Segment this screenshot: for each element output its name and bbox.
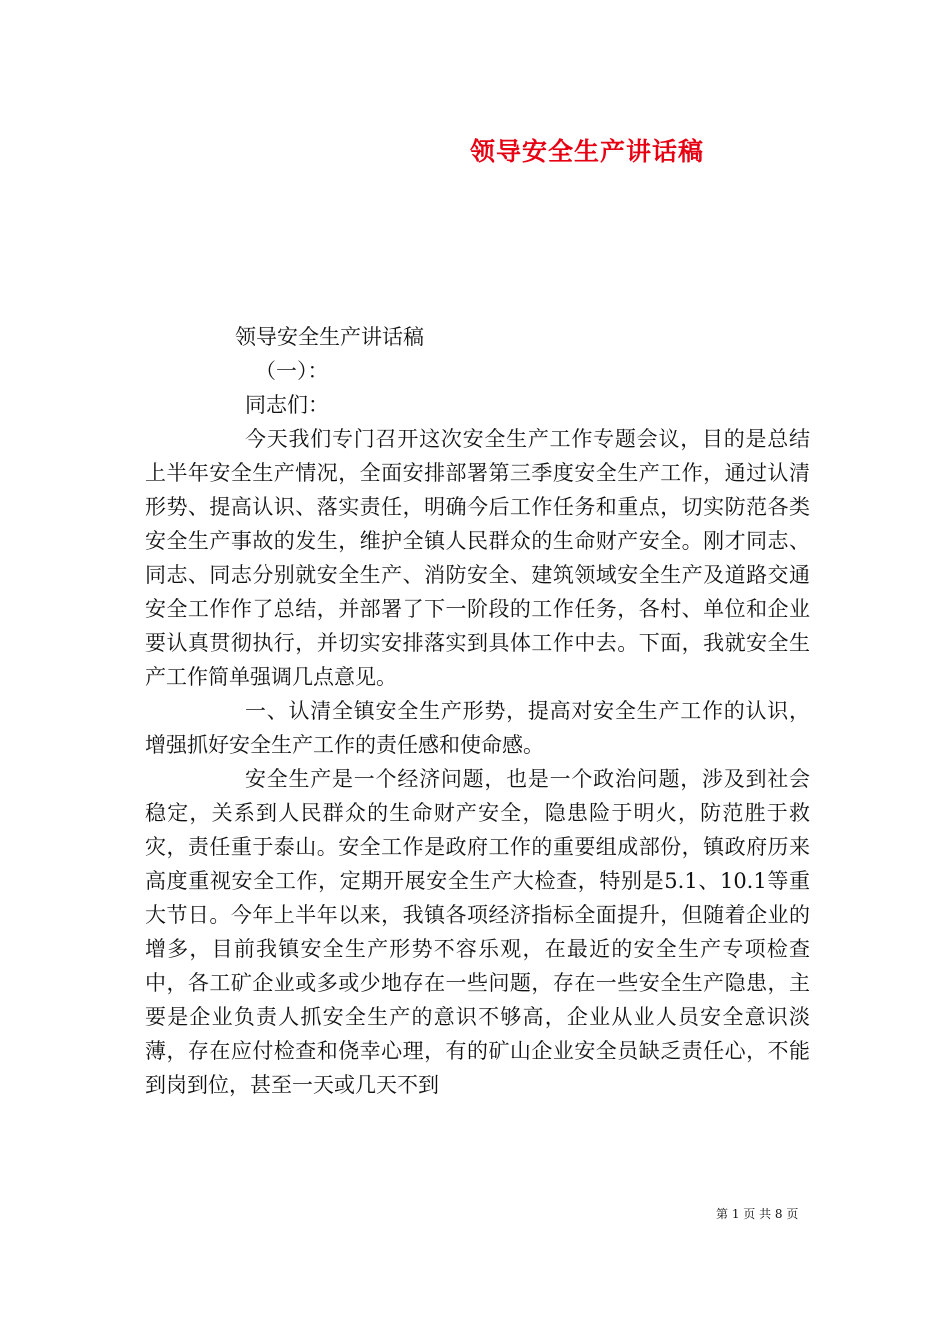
greeting: 同志们： (245, 393, 329, 417)
page-number: 第 1 页 共 8 页 (716, 1207, 799, 1221)
section-number: （一）： (255, 359, 329, 383)
paragraph-1: 今天我们专门召开这次安全生产工作专题会议，目的是总结上半年安全生产情况，全面安排部署第三季度安全生产工作，通过认清形势、提高认识、落实责任，明确今后工作任务和重点，切实防范各类安全生产事故的发生，维护全镇人民群众的生命财产安全。刚才同志、同志、同志分别就安全生产、消防安全、建筑领域安全生产及道路交通安全工作作了总结，并部署了下一阶段的工作任务，各村、单位和企业要认真贯彻执行，并切实安排落实到具体工作中去。下面，我就安全生产工作简单强调几点意见。 (145, 427, 810, 689)
document-subtitle: 领导安全生产讲话稿 (235, 325, 424, 349)
paragraph-2: 一、认清全镇安全生产形势，提高对安全生产工作的认识，增强抓好安全生产工作的责任感和使命感。 (145, 699, 810, 757)
page-title: 领导安全生产讲话稿 (470, 137, 705, 166)
document-body (145, 320, 810, 1102)
paragraph-3: 安全生产是一个经济问题，也是一个政治问题，涉及到社会稳定，关系到人民群众的生命财产安全，隐患险于明火，防范胜于救灾，责任重于泰山。安全工作是政府工作的重要组成部份，镇政府历来高度重视安全工作，定期开展安全生产大检查，特别是5.1、10.1等重大节日。今年上半年以来，我镇各项经济指标全面提升，但随着企业的增多，目前我镇安全生产形势不容乐观，在最近的安全生产专项检查中，各工矿企业或多或少地存在一些问题，存在一些安全生产隐患，主要是企业负责人抓安全生产的意识不够高，企业从业人员安全意识淡薄，存在应付检查和侥幸心理，有的矿山企业安全员缺乏责任心，不能到岗到位，甚至一天或几天不到 (145, 767, 810, 1097)
